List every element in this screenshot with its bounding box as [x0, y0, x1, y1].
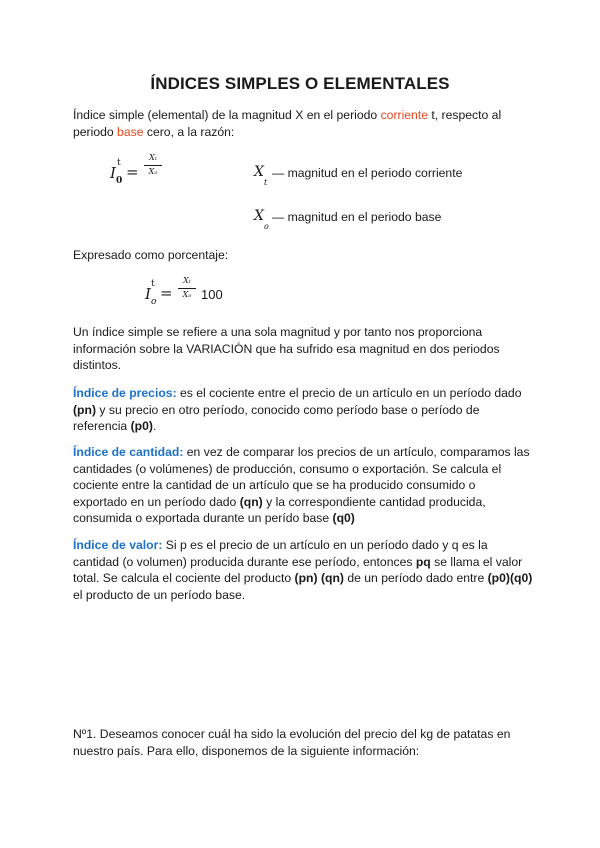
- price-index-label: Índice de precios:: [73, 386, 177, 400]
- quantity-index-text-2: y la correspondiente cantidad producida, consumida o exportada durante un perído base: [73, 494, 486, 525]
- formula1-sub: 0: [116, 176, 123, 186]
- porcentaje-label: Expresado como porcentaje:: [73, 248, 229, 262]
- formula2-den: X: [182, 290, 189, 299]
- price-index-p0: (p0): [130, 419, 153, 433]
- value-index-text-4: el producto de un período base.: [73, 587, 246, 602]
- formula1-sup: t: [117, 158, 121, 168]
- legend-xo-desc: — magnitud en el periodo base: [272, 210, 442, 224]
- formula2-eq: =: [160, 284, 173, 302]
- corriente-highlight: corriente: [380, 108, 428, 122]
- formula1-bar: [144, 165, 162, 166]
- price-index-text-2: y su precio en otro período, conocido como período base o período de referencia: [73, 402, 480, 433]
- simple-index-paragraph: Un índice simple se refiere a una sola magnitud y por tanto nos proporciona información sobre la VARIACIÓN que ha sufrido esa magnitud en dos periodos distintos.: [73, 325, 500, 372]
- value-index-text-1: Si p es el precio de un artículo en un período dado y q es la cantidad (o volumen) producida durante ese período, entonces: [73, 538, 488, 569]
- formula2-bar: [178, 288, 196, 289]
- value-index-paragraph: [73, 537, 533, 603]
- formula1-i: I: [110, 164, 116, 182]
- quantity-index-text-1: en vez de comparar los precios de un artículo, comparamos las cantidades (o volúmenes) de producción, consumo o exportación. Se calcula el cociente entre la cantidad de un artículo que se ha producido consumido o exportado en un período dado: [73, 445, 530, 509]
- legend-xo-sub: o: [264, 222, 269, 231]
- formula1-num: X: [149, 153, 155, 162]
- value-index-text-2: se llama el valor total. Se calcula el cociente del producto: [73, 554, 523, 585]
- formula1-fraction: [144, 153, 162, 178]
- exercise-paragraph: Nº1. Deseamos conocer cuál ha sido la evolución del precio del kg de patatas en nuestro país. Para ello, disponemos de la siguiente información:: [73, 727, 511, 758]
- intro-text-1: Índice simple (elemental) de la magnitud X en el periodo: [73, 108, 381, 122]
- value-index-p0q0: (p0)(q0): [487, 571, 533, 585]
- formula2-fraction: [178, 276, 196, 301]
- price-index-text-1: es el cociente entre el precio de un artículo en un período dado: [176, 386, 522, 400]
- quantity-index-paragraph: [73, 444, 533, 527]
- formula1-eq: =: [126, 163, 139, 181]
- formula1-den-sub: o: [154, 170, 158, 176]
- value-index-pq: pq: [415, 554, 431, 569]
- legend-xt-sub: t: [264, 178, 268, 187]
- quantity-index-label: Índice de cantidad:: [73, 445, 184, 459]
- formula1-den: X: [148, 167, 155, 176]
- base-highlight: base: [117, 124, 144, 139]
- legend-xt-symbol: X: [254, 164, 264, 180]
- legend-xt-desc: — magnitud en el periodo corriente: [272, 166, 463, 180]
- intro-paragraph: [73, 107, 533, 140]
- formula2-factor: 100: [201, 287, 223, 302]
- formula2-num: X: [183, 276, 189, 285]
- formula2-den-sub: o: [188, 293, 192, 299]
- value-index-pnqn: (pn) (qn): [294, 571, 344, 585]
- page-title: ÍNDICES SIMPLES O ELEMENTALES: [150, 74, 450, 93]
- price-index-pn: (pn): [73, 402, 97, 417]
- price-index-paragraph: [73, 385, 533, 435]
- formula1-num-sub: t: [154, 156, 157, 162]
- price-index-text-3: .: [152, 419, 157, 433]
- formula2-num-sub: t: [188, 279, 191, 285]
- legend-xo-symbol: X: [254, 208, 264, 224]
- formula2-sub: o: [151, 297, 157, 307]
- intro-text-3: cero, a la razón:: [143, 124, 235, 139]
- value-index-text-3: de un período dado entre: [343, 571, 488, 585]
- quantity-index-q0: (q0): [332, 511, 355, 525]
- quantity-index-qn: (qn): [239, 494, 263, 509]
- formula2-i: I: [145, 285, 151, 303]
- intro-text-2: t, respecto al periodo: [73, 108, 502, 139]
- formula2-sup: t: [151, 279, 155, 289]
- value-index-label: Índice de valor:: [73, 538, 163, 552]
